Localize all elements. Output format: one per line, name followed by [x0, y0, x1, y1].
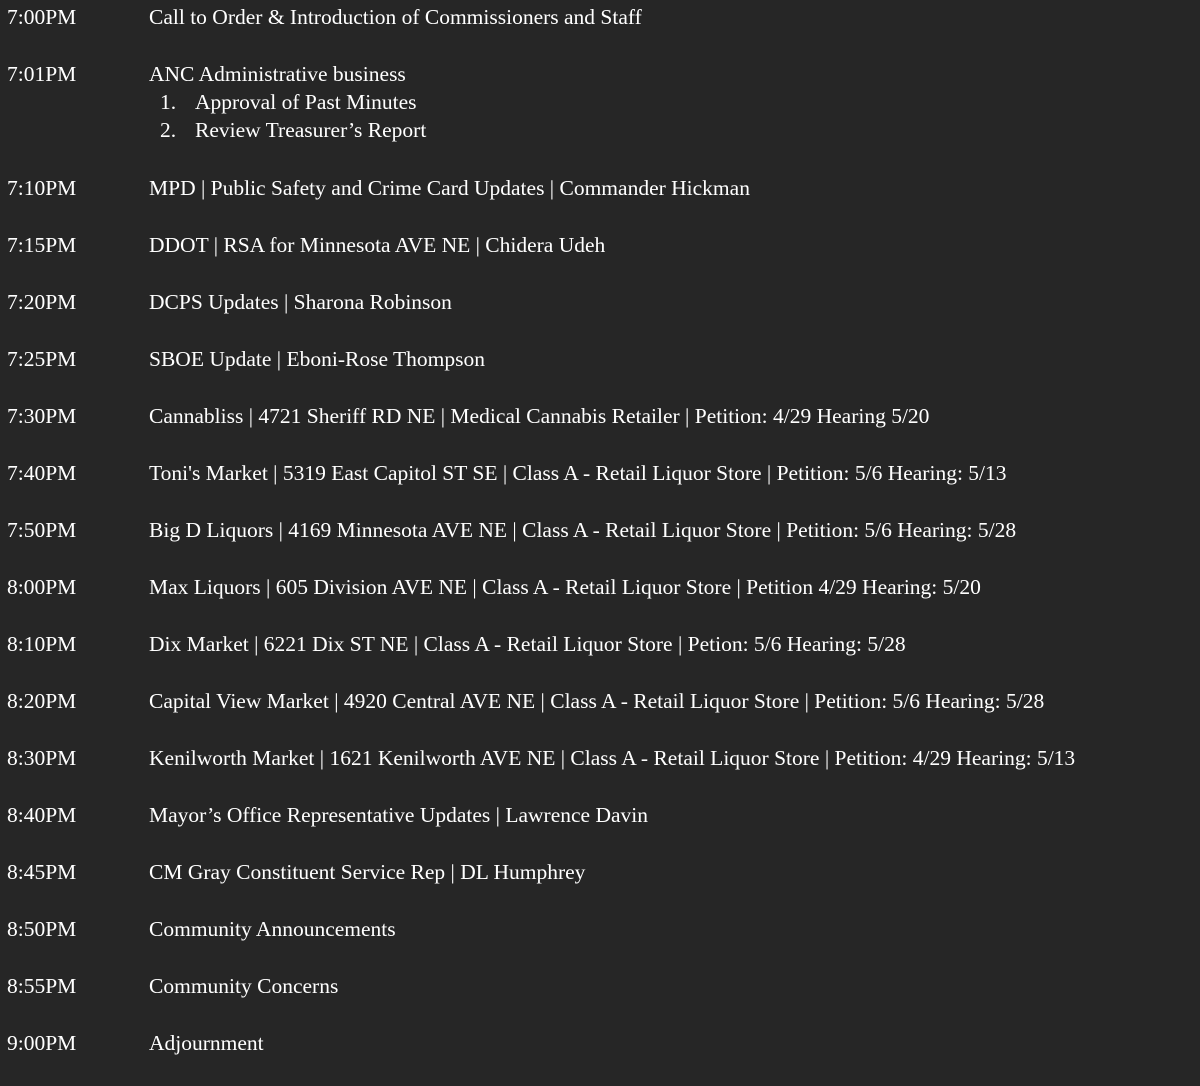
agenda-item: Big D Liquors | 4169 Minnesota AVE NE | Class A - Retail Liquor Store | Petition: 5/6 Hearing: 5/28 — [149, 518, 1017, 542]
agenda-row — [0, 573, 1200, 630]
agenda-item: Call to Order & Introduction of Commissioners and Staff — [149, 5, 642, 29]
agenda-subitem-text: Approval of Past Minutes — [195, 90, 417, 114]
agenda-time: 8:50PM — [7, 917, 77, 941]
agenda-time: 8:30PM — [7, 746, 77, 770]
agenda-time: 7:30PM — [7, 404, 77, 428]
agenda-subitem — [149, 88, 1200, 116]
agenda-row — [0, 402, 1200, 459]
agenda-item: CM Gray Constituent Service Rep | DL Humphrey — [149, 860, 586, 884]
agenda-row — [0, 174, 1200, 231]
agenda-row — [0, 801, 1200, 858]
agenda-time: 7:00PM — [7, 5, 77, 29]
agenda-item: SBOE Update | Eboni-Rose Thompson — [149, 347, 485, 371]
agenda-row — [0, 60, 1200, 174]
agenda-row — [0, 687, 1200, 744]
agenda-sublist — [149, 88, 1200, 144]
agenda-row — [0, 3, 1200, 60]
agenda-time: 9:00PM — [7, 1031, 77, 1055]
agenda-item: Max Liquors | 605 Division AVE NE | Class A - Retail Liquor Store | Petition 4/29 Hearing: 5/20 — [149, 575, 981, 599]
agenda-time: 7:10PM — [7, 176, 77, 200]
agenda-item: Cannabliss | 4721 Sheriff RD NE | Medical Cannabis Retailer | Petition: 4/29 Hearing 5/20 — [149, 404, 930, 428]
agenda-time: 7:20PM — [7, 290, 77, 314]
agenda-item: Community Concerns — [149, 974, 339, 998]
agenda-row — [0, 345, 1200, 402]
agenda-row — [0, 288, 1200, 345]
agenda-row — [0, 744, 1200, 801]
agenda-time: 7:40PM — [7, 461, 77, 485]
agenda-time: 7:50PM — [7, 518, 77, 542]
agenda-item: Community Announcements — [149, 917, 396, 941]
agenda-subitem-text: Review Treasurer’s Report — [195, 118, 427, 142]
agenda-item: Dix Market | 6221 Dix ST NE | Class A - Retail Liquor Store | Petion: 5/6 Hearing: 5/28 — [149, 632, 906, 656]
agenda-row — [0, 630, 1200, 687]
agenda — [0, 3, 1200, 1086]
agenda-item: MPD | Public Safety and Crime Card Updates | Commander Hickman — [149, 176, 750, 200]
agenda-item: Kenilworth Market | 1621 Kenilworth AVE NE | Class A - Retail Liquor Store | Petition: 4/29 Hearing: 5/13 — [149, 746, 1076, 770]
agenda-time: 8:00PM — [7, 575, 77, 599]
agenda-row — [0, 1029, 1200, 1086]
agenda-time: 8:55PM — [7, 974, 77, 998]
agenda-subitem-number: 1. — [160, 90, 177, 114]
agenda-item-title: ANC Administrative business — [149, 62, 406, 86]
agenda-item: Adjournment — [149, 1031, 264, 1055]
agenda-time: 7:01PM — [7, 62, 77, 86]
agenda-item: DDOT | RSA for Minnesota AVE NE | Chidera Udeh — [149, 233, 606, 257]
agenda-time: 8:45PM — [7, 860, 77, 884]
agenda-row — [0, 972, 1200, 1029]
agenda-row — [0, 231, 1200, 288]
agenda-subitem-number: 2. — [160, 118, 177, 142]
agenda-item: Toni's Market | 5319 East Capitol ST SE | Class A - Retail Liquor Store | Petition: 5/6 Hearing: 5/13 — [149, 461, 1007, 485]
agenda-row — [0, 858, 1200, 915]
agenda-time: 8:20PM — [7, 689, 77, 713]
agenda-row — [0, 516, 1200, 573]
agenda-item: DCPS Updates | Sharona Robinson — [149, 290, 452, 314]
agenda-subitem — [149, 116, 1200, 144]
agenda-item: Mayor’s Office Representative Updates | Lawrence Davin — [149, 803, 649, 827]
agenda-row — [0, 915, 1200, 972]
agenda-time: 8:10PM — [7, 632, 77, 656]
agenda-item: Capital View Market | 4920 Central AVE NE | Class A - Retail Liquor Store | Petition: 5/6 Hearing: 5/28 — [149, 689, 1045, 713]
agenda-time: 7:25PM — [7, 347, 77, 371]
agenda-time: 7:15PM — [7, 233, 77, 257]
agenda-row — [0, 459, 1200, 516]
agenda-time: 8:40PM — [7, 803, 77, 827]
agenda-item — [149, 60, 1200, 144]
